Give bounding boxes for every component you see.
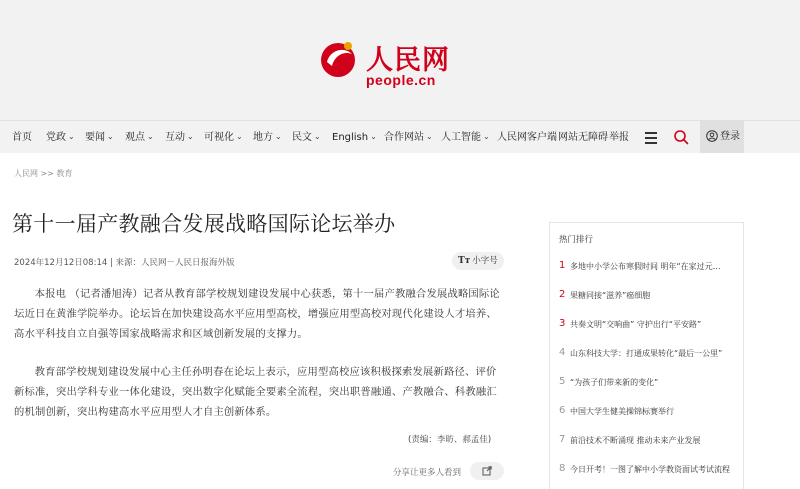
login-button[interactable] (700, 120, 744, 153)
chevron-down-icon: ⌄ (236, 132, 243, 141)
logo-text-cn: 人民网 (366, 45, 450, 76)
font-size-toggle-button[interactable] (452, 252, 504, 270)
article-editor: (责编：李昉、郝孟佳) (408, 435, 492, 445)
nav-item-client[interactable]: 人民网客户端 (497, 132, 557, 143)
hot-ranking-number: 2 (559, 289, 566, 300)
nav-item-partners[interactable]: 合作网站 ⌄ (384, 121, 433, 154)
chevron-down-icon: ⌄ (68, 132, 75, 141)
hot-ranking-item[interactable] (550, 313, 743, 337)
hot-ranking-number: 7 (559, 434, 566, 445)
hot-ranking-link[interactable]: “为孩子们带来新的变化” (570, 378, 659, 387)
chevron-down-icon: ⌄ (107, 132, 114, 141)
chevron-down-icon: ⌄ (370, 132, 377, 141)
hot-ranking-number: 5 (559, 376, 566, 387)
nav-item-ethnic[interactable]: 民文 ⌄ (292, 121, 321, 154)
search-icon[interactable] (673, 129, 689, 145)
nav-item-interact[interactable]: 互动 ⌄ (165, 121, 194, 154)
hot-ranking-link[interactable]: 中国大学生健美操锦标赛举行 (570, 407, 674, 416)
hot-ranking-number: 1 (559, 260, 566, 271)
hot-ranking-link[interactable]: 山东科技大学：打通成果转化“最后一公里” (570, 349, 723, 358)
nav-item-accessibility[interactable]: 网站无障碍 (558, 132, 608, 143)
nav-item-english[interactable]: English ⌄ (332, 121, 377, 154)
hot-ranking-link[interactable]: 多地中小学公布寒假时间 明年“在家过元… (570, 262, 721, 271)
hot-ranking-link[interactable]: 共奏文明“交响曲” 守护出行“平安路” (570, 320, 702, 329)
hot-ranking-item[interactable] (550, 371, 743, 395)
article-paragraph: 本报电 （记者潘旭涛）记者从教育部学校规划建设发展中心获悉，第十一届产教融合发展战略国际论坛近日在黄淮学院举办。论坛旨在加快建设高水平应用型高校，增强应用型高校对现代化建设人才培养、高水平科技自立自强等国家战略需求和区域创新发展的支撑力。 (14, 288, 500, 340)
share-icon (482, 466, 492, 476)
login-label: 登录 (720, 131, 740, 142)
chevron-down-icon: ⌄ (426, 132, 433, 141)
article-meta: 2024年12月12日08:14 | 来源：人民网－人民日报海外版 (14, 258, 235, 268)
share-button[interactable] (470, 462, 504, 480)
article-paragraph: 教育部学校规划建设发展中心主任孙明春在论坛上表示，应用型高校应该积极探索发展新路径、评价新标准，突出学科专业一体化建设，突出数字化赋能全要素全流程，突出职普融通、产教融合、科教融汇的机制创新，突出构建高水平应用型人才自主创新体系。 (14, 366, 497, 418)
hot-ranking-title: 热门排行 (559, 235, 594, 245)
hot-ranking-item[interactable] (550, 429, 743, 453)
hot-ranking-number: 6 (559, 405, 566, 416)
nav-item-visual[interactable]: 可视化 ⌄ (204, 121, 243, 154)
hamburger-menu-icon[interactable] (641, 121, 661, 154)
hot-ranking-item[interactable] (550, 255, 743, 279)
site-logo[interactable] (318, 36, 448, 92)
article-title: 第十一届产教融合发展战略国际论坛举办 (12, 212, 396, 236)
chevron-down-icon: ⌄ (187, 132, 194, 141)
font-size-label: 小字号 (472, 256, 498, 266)
nav-item-news[interactable]: 要闻 ⌄ (85, 121, 114, 154)
main-nav (0, 120, 800, 153)
share-prompt: 分享让更多人看到 (393, 468, 462, 478)
hot-ranking-link[interactable]: 前沿技术不断涌现 推动未来产业发展 (570, 436, 701, 445)
user-icon (706, 130, 718, 142)
breadcrumb-section[interactable]: 教育 (56, 169, 73, 178)
hot-ranking-number: 8 (559, 463, 566, 474)
font-size-icon: Tт (458, 256, 471, 266)
logo-text-en: people.cn (366, 72, 436, 88)
hot-ranking-item[interactable] (550, 342, 743, 366)
hot-ranking-number: 3 (559, 318, 566, 329)
hot-ranking-link[interactable]: 果糖同接“滋养”癌细胞 (570, 291, 651, 300)
chevron-down-icon: ⌄ (147, 132, 154, 141)
hot-ranking-link[interactable]: 今日开考！一图了解中小学教资面试考试流程 (570, 465, 730, 474)
nav-item-home[interactable]: 首页 (12, 132, 32, 143)
nav-item-local[interactable]: 地方 ⌄ (253, 121, 282, 154)
hot-ranking-panel (549, 222, 744, 489)
breadcrumb-home[interactable]: 人民网 (14, 169, 38, 178)
hot-ranking-item[interactable] (550, 284, 743, 308)
nav-item-party[interactable]: 党政 ⌄ (46, 121, 75, 154)
logo-mark-icon (318, 36, 362, 80)
nav-item-opinion[interactable]: 观点 ⌄ (125, 121, 154, 154)
chevron-down-icon: ⌄ (483, 132, 490, 141)
chevron-down-icon: ⌄ (275, 132, 282, 141)
nav-item-ai[interactable]: 人工智能 ⌄ (441, 121, 490, 154)
breadcrumb-separator: >> (40, 169, 54, 178)
hot-ranking-item[interactable] (550, 400, 743, 424)
breadcrumb (14, 168, 73, 179)
hot-ranking-item[interactable] (550, 458, 743, 482)
chevron-down-icon: ⌄ (314, 132, 321, 141)
hot-ranking-number: 4 (559, 347, 566, 358)
nav-item-report[interactable]: 举报 (609, 132, 629, 143)
